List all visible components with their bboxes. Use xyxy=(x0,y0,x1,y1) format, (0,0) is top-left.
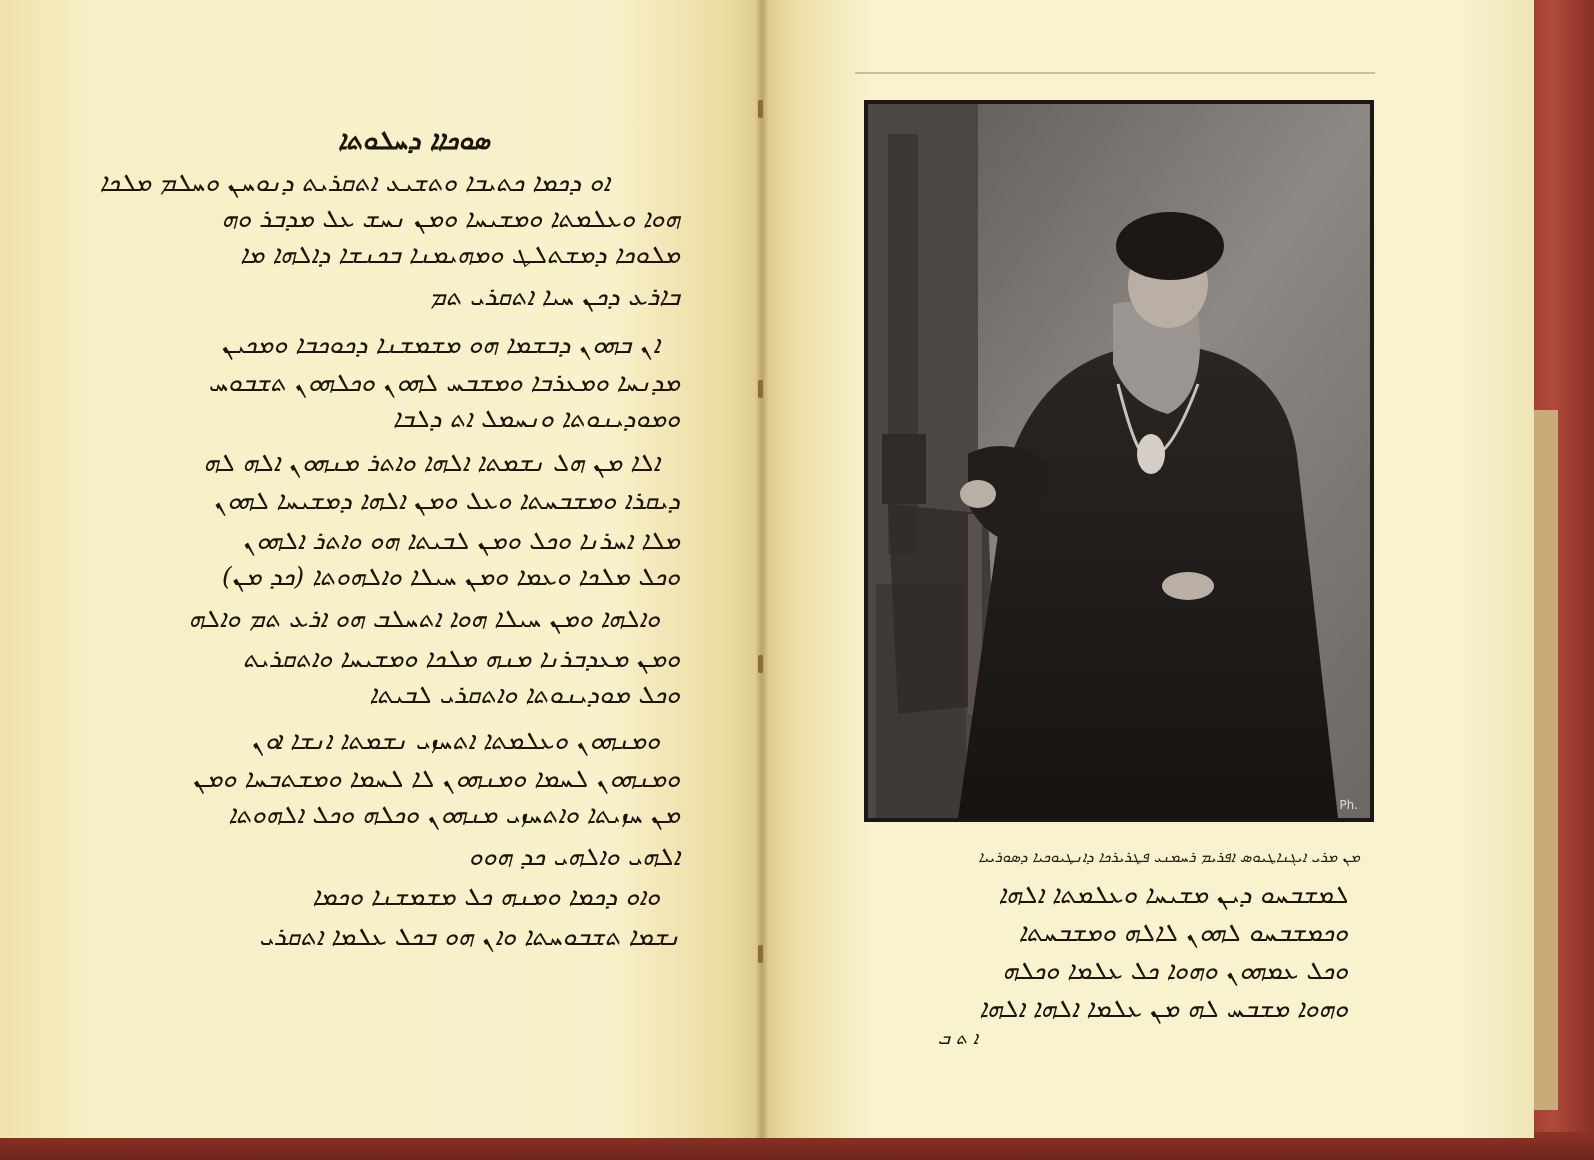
book-gutter xyxy=(755,0,769,1138)
text-line: ܐܠܐ ܡܢ ܗܠ ܢܫܡܬܐ ܐܠܗܐ ܘܐܬܪ ܡܢܗܘܢ ܐܠܗ ܠܗ xyxy=(203,448,660,477)
text-line: ܘܡܢܗܘܢ ܘܥܠܡܬܐ ܐܬܚܙܝ ܢܫܡܬܐ ܐܢܫܐ ܐܘܢ xyxy=(251,726,660,755)
text-line: ܘܟܠ ܡܘܕܝܢܘܬܐ ܘܐܬܩܪܝ ܠܒܝܬܐ xyxy=(369,680,680,709)
binding-stitch xyxy=(758,655,763,673)
text-line: ܘܐܠܗܐ ܘܡܢ ܚܝܠܐ ܗܘܐ ܐܬܚܠܒ ܗܘ ܐܪܥ ܬܡ ܘܐܠܗ xyxy=(188,604,660,633)
photo-caption: ܡܢ ܡܪܝ ܐܝܓܢܐܛܝܘܣ ܐܦܪܝܡ ܪܚܡܢܝ ܦܛܪܝܪܟܐ ܕܐܢܛܝܘܟܝܐ ܕܣܘܪܝܝܐ xyxy=(978,848,1360,866)
text-line: ܠܡܫܒܚܘ ܕܝܢ ܡܫܝܚܐ ܘܥܠܡܬܐ ܐܠܗܐ xyxy=(998,880,1348,909)
text-line: ܡܢ ܚܙܝܬܐ ܘܐܬܚܙܝ ܡܢܗܘܢ ܘܟܠܗ ܘܟܠ ܐܠܗܘܬܐ xyxy=(228,800,680,829)
text-line: ܘܡܢ ܡܥܕܒܪܢܐ ܡܢܗ ܡܠܟܐ ܘܡܫܝܚܐ ܘܐܬܩܪܝܬ xyxy=(242,644,680,673)
text-line: ܐܠܗܝ ܘܐܠܗܝ ܟܕ ܗܘܘ xyxy=(468,842,680,871)
binding-stitch xyxy=(758,100,763,118)
text-line: ܡܕܢܚܐ ܘܡܥܪܒܐ ܘܡܫܒܚ ܠܗܘܢ ܘܟܠܗܘܢ ܬܫܒܘܚ xyxy=(208,368,680,397)
photo-mark: Ph. xyxy=(1339,798,1358,812)
text-line: ܐܘ ܕܟܡܐ ܟܬܝܒܐ ܘܬܫܝܥ ܐܬܩܪܝܬ ܕܢܘܚܢ ܘܚܠܡ ܡܠܟܐ xyxy=(99,168,610,197)
text-line: ܗܘܐ ܘܥܠܡܬܐ ܘܡܫܝܚܐ ܘܡܢ ܢܚܫ ܥܠ ܡܕܒܪ ܘܗ xyxy=(221,204,680,233)
text-line: ܐܢ ܒܗܘܢ ܕܒܫܡܐ ܗܘ ܡܫܡܫܢܐ ܕܟܘܟܒܐ ܘܡܟܝܢ xyxy=(221,330,660,359)
left-page-text xyxy=(100,0,680,1138)
page-heading: ܣܘܟܐܐ ܕܚܠܘܬܐ xyxy=(338,126,490,156)
text-line: ܘܗܘܐ ܡܫܒܚ ܠܗ ܡܢ ܥܠܡܐ ܐܠܗܐ ܐܠܗܐ xyxy=(979,994,1348,1023)
text-line: ܒܐܪܥ ܕܟܢ ܚܝܐ ܐܬܩܪܝ ܬܡ xyxy=(429,282,680,311)
text-line: ܘܟܡܫܒܚܘ ܠܗܘܢ ܠܐܠܗ ܘܡܫܒܚܬܐ xyxy=(1018,918,1348,947)
binding-stitch xyxy=(758,945,763,963)
page-footer-mark: ܐ ܬ ܒ xyxy=(937,1028,978,1049)
text-line: ܡܠܐ ܐܚܪܢܐ ܘܟܠ ܘܡܢ ܠܒܝܬܐ ܗܘ ܘܐܬܪ ܐܠܗܘܢ xyxy=(242,526,680,555)
right-page-text xyxy=(888,0,1358,1138)
text-line: ܘܟܠ ܡܠܟܐ ܘܥܡܐ ܘܡܢ ܚܝܠܐ ܘܐܠܗܘܬܐ (ܟܕ ܡܢ) xyxy=(221,562,680,591)
text-line: ܘܡܢܗܘܢ ܠܚܡܐ ܘܡܢܗܘܢ ܠܐ ܠܚܡܐ ܘܡܫܬܒܚܐ ܘܡܢ xyxy=(192,764,680,793)
text-line: ܢܫܡܐ ܬܫܒܘܚܬܐ ܘܐܢ ܗܘ ܒܟܠ ܥܠܡܐ ܐܬܩܪܝ xyxy=(258,922,680,951)
text-line: ܡܠܘܟܐ ܕܡܫܬܠܛ ܘܡܗܝܡܢܐ ܒܟܢܫܐ ܕܐܠܗܐ ܡܐ xyxy=(240,240,680,269)
text-line: ܘܡܘܕܝܢܘܬܐ ܘܢܚܡܠ ܐܬ ܕܠܒܐ xyxy=(392,404,680,433)
text-line: ܘܐܘ ܕܟܡܐ ܘܡܢܗ ܟܠ ܡܫܡܫܢܐ ܘܟܡܐ xyxy=(312,882,660,911)
binding-stitch xyxy=(758,380,763,398)
text-line: ܕܝܩܪܐ ܘܡܫܒܚܬܐ ܘܥܠ ܘܡܢ ܐܠܗܐ ܕܡܫܝܚܐ ܠܗܘܢ xyxy=(213,486,680,515)
text-line: ܘܟܠ ܥܡܗܘܢ ܘܗܘܐ ܟܠ ܥܠܡܐ ܘܟܠܗ xyxy=(1002,956,1348,985)
